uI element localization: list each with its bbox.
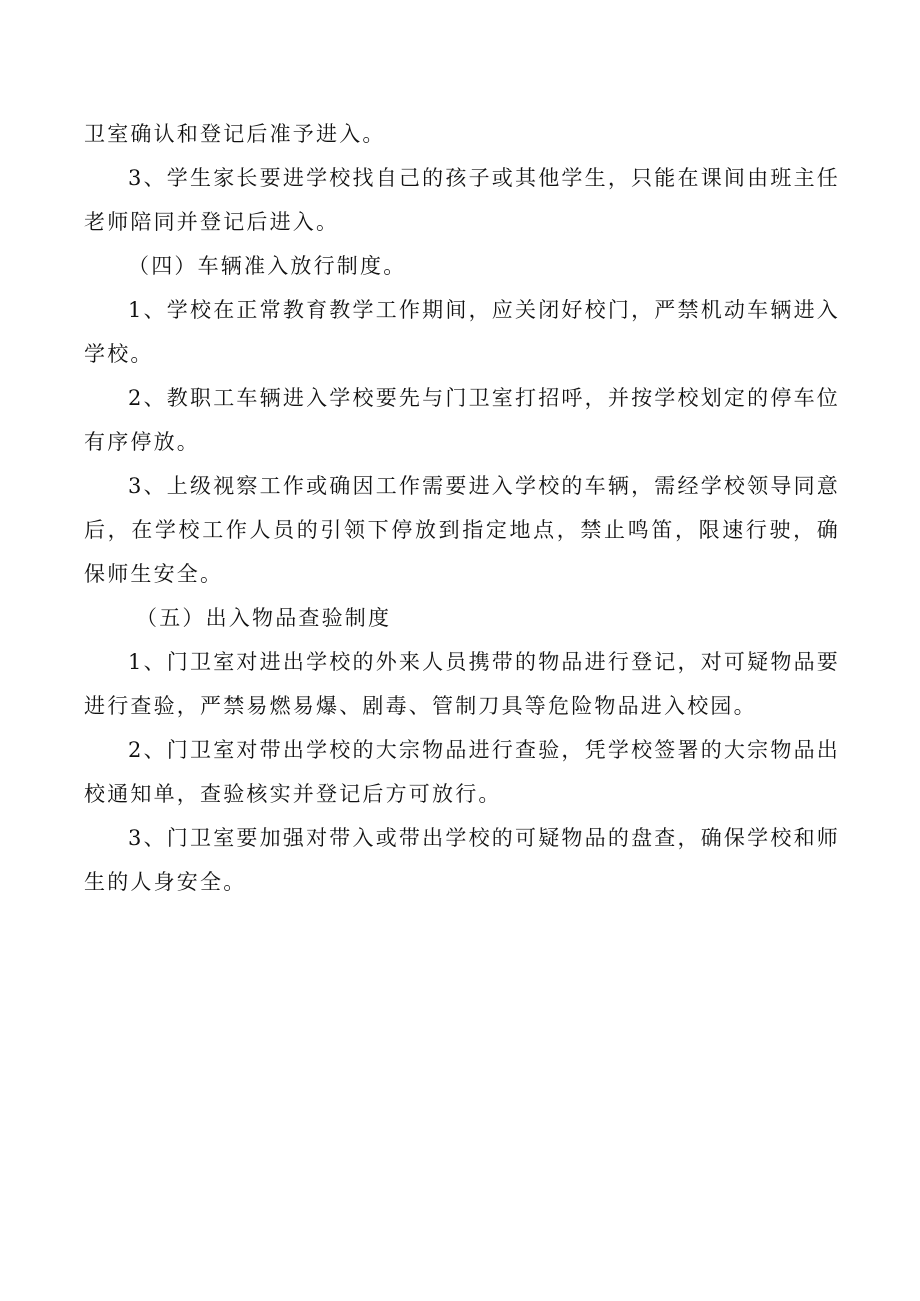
section-heading-goods: （五）出入物品查验制度 (136, 606, 392, 630)
paragraph-goods-rule-1: 1、门卫室对进出学校的外来人员携带的物品进行登记，对可疑物品要进行查验，严禁易燃易爆、剧毒、管制刀具等危险物品进入校园。 (84, 650, 840, 718)
section-heading-vehicle: （四）车辆准入放行制度。 (128, 254, 407, 278)
paragraph-entry-confirm: 卫室确认和登记后准予进入。 (84, 122, 386, 146)
document-page (84, 112, 840, 904)
paragraph-parent-entry: 3、学生家长要进学校找自己的孩子或其他学生，只能在课间由班主任老师陪同并登记后进入。 (84, 166, 840, 234)
paragraph-vehicle-rule-1: 1、学校在正常教育教学工作期间，应关闭好校门，严禁机动车辆进入学校。 (84, 298, 840, 366)
paragraph-vehicle-rule-2: 2、教职工车辆进入学校要先与门卫室打招呼，并按学校划定的停车位有序停放。 (84, 386, 840, 454)
paragraph-goods-rule-2: 2、门卫室对带出学校的大宗物品进行查验，凭学校签署的大宗物品出校通知单，查验核实并登记后方可放行。 (84, 738, 840, 806)
paragraph-goods-rule-3: 3、门卫室要加强对带入或带出学校的可疑物品的盘查，确保学校和师生的人身安全。 (84, 826, 840, 894)
paragraph-vehicle-rule-3: 3、上级视察工作或确因工作需要进入学校的车辆，需经学校领导同意后，在学校工作人员的引领下停放到指定地点，禁止鸣笛，限速行驶，确保师生安全。 (84, 474, 840, 586)
